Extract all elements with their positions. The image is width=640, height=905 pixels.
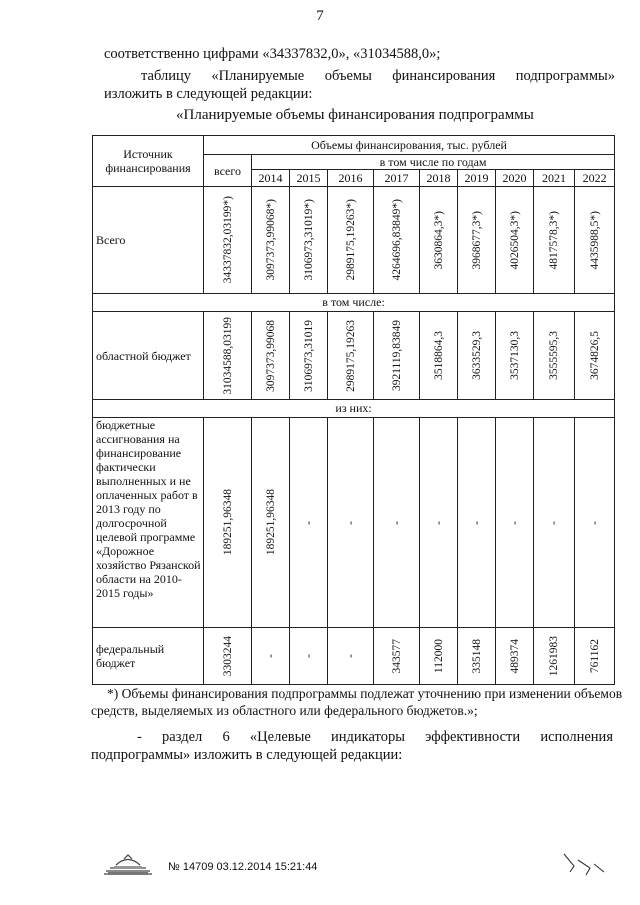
cell-total: 189251,96348 xyxy=(204,418,252,628)
cell-2015: 3106973,31019*) xyxy=(290,187,328,294)
cell-2022: 4435988,5*) xyxy=(575,187,615,294)
cell-2021: 4817578,3*) xyxy=(534,187,575,294)
including-label: в том числе: xyxy=(93,294,615,312)
cell-total: 3303244 xyxy=(204,628,252,685)
cell-2014: 3097373,99068 xyxy=(252,312,290,400)
cell-2016: 2989175,19263*) xyxy=(328,187,374,294)
year-2014: 2014 xyxy=(252,170,290,187)
of-them-label: из них: xyxy=(93,400,615,418)
cell-2018: 3518864,3 xyxy=(420,312,458,400)
footnote-line-1: *) Объемы финансирования подпрограммы подлежат уточнению при изменении объемов xyxy=(107,686,623,701)
cell-2014: 3097373,99068*) xyxy=(252,187,290,294)
cell-2017: 343577 xyxy=(374,628,420,685)
intro-line-1: соответственно цифрами «34337832,0», «31034588,0»; xyxy=(104,46,441,62)
table-row-total xyxy=(93,187,615,294)
cell-2018: 3630864,3*) xyxy=(420,187,458,294)
signature-mark-icon xyxy=(560,848,610,878)
cell-2021: 1261983 xyxy=(534,628,575,685)
year-2021: 2021 xyxy=(534,170,575,187)
cell-total: 34337832,03199*) xyxy=(204,187,252,294)
cell-2017: - xyxy=(374,418,420,628)
cell-2020: 3537130,3 xyxy=(496,312,534,400)
footnote-line-2: средств, выделяемых из областного или федерального бюджетов.»; xyxy=(91,703,478,718)
cell-2017: 4264696,83849*) xyxy=(374,187,420,294)
financing-table xyxy=(92,135,615,685)
cell-2022: - xyxy=(575,418,615,628)
cell-2019: 3968677,3*) xyxy=(458,187,496,294)
cell-2019: 3633529,3 xyxy=(458,312,496,400)
cell-2018: 112000 xyxy=(420,628,458,685)
cell-2019: - xyxy=(458,418,496,628)
cell-2021: 3555595,3 xyxy=(534,312,575,400)
cell-2014: - xyxy=(252,628,290,685)
cell-2022: 761162 xyxy=(575,628,615,685)
source-header: Источник финансирования xyxy=(93,136,204,187)
intro-line-2: таблицу «Планируемые объемы финансирования подпрограммы» xyxy=(141,68,615,84)
intro-line-3: изложить в следующей редакции: xyxy=(104,86,313,102)
section-line-2: подпрограммы» изложить в следующей редакции: xyxy=(91,747,403,763)
cell-2016: - xyxy=(328,418,374,628)
table-row-regional xyxy=(93,312,615,400)
cell-total: 31034588,03199 xyxy=(204,312,252,400)
cell-2022: 3674826,5 xyxy=(575,312,615,400)
cell-2015: - xyxy=(290,628,328,685)
year-2020: 2020 xyxy=(496,170,534,187)
year-2018: 2018 xyxy=(420,170,458,187)
cell-2014: 189251,96348 xyxy=(252,418,290,628)
cell-2020: - xyxy=(496,418,534,628)
cell-2020: 4026504,3*) xyxy=(496,187,534,294)
cell-2016: 2989175,19263 xyxy=(328,312,374,400)
row-label: федеральный бюджет xyxy=(93,628,204,685)
cell-2019: 335148 xyxy=(458,628,496,685)
table-title: «Планируемые объемы финансирования подпрограммы xyxy=(176,107,534,123)
table-row-arrears xyxy=(93,418,615,628)
year-2022: 2022 xyxy=(575,170,615,187)
cell-2020: 489374 xyxy=(496,628,534,685)
volumes-header: Объемы финансирования, тыс. рублей xyxy=(204,136,615,155)
total-header: всего xyxy=(204,155,252,187)
year-2016: 2016 xyxy=(328,170,374,187)
year-2019: 2019 xyxy=(458,170,496,187)
cell-2017: 3921119,83849 xyxy=(374,312,420,400)
cell-2018: - xyxy=(420,418,458,628)
cell-2016: - xyxy=(328,628,374,685)
coat-of-arms-stamp-icon xyxy=(100,852,156,878)
year-2015: 2015 xyxy=(290,170,328,187)
page-number: 7 xyxy=(316,8,324,24)
row-label: областной бюджет xyxy=(93,312,204,400)
cell-2015: 3106973,31019 xyxy=(290,312,328,400)
row-label: Всего xyxy=(93,187,204,294)
registration-stamp: № 14709 03.12.2014 15:21:44 xyxy=(168,861,318,873)
cell-2015: - xyxy=(290,418,328,628)
section-line-1: - раздел 6 «Целевые индикаторы эффективности исполнения xyxy=(137,729,613,745)
table-row-federal xyxy=(93,628,615,685)
cell-2021: - xyxy=(534,418,575,628)
by-years-header: в том числе по годам xyxy=(252,155,615,170)
year-2017: 2017 xyxy=(374,170,420,187)
row-label: бюджетные ассигнования на финансирование фактически выполненных и не оплаченных работ в 2013 году по долгосрочной целевой программе «Дорожное хозяйство Рязанской области на 2010-2015 годы» xyxy=(93,418,204,628)
